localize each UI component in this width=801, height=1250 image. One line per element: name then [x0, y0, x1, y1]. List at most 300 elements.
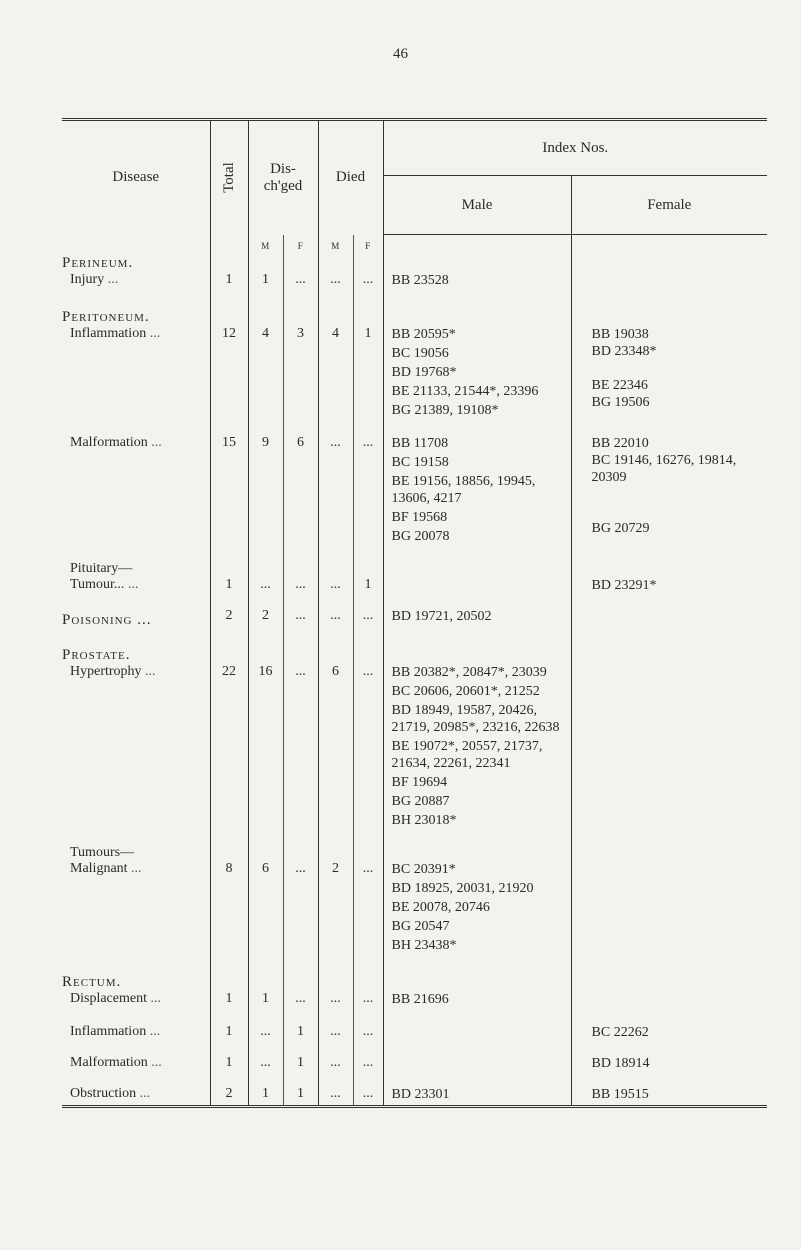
cell-died-m-blank	[318, 831, 353, 845]
cell-male-entry: BB 21696	[391, 991, 449, 1007]
cell-female-entry: BD 23291*	[591, 577, 657, 593]
cell-discharged-m-blank	[248, 1010, 283, 1024]
leader-dots: ...	[147, 434, 162, 450]
cell-discharged-m-blank	[248, 1072, 283, 1086]
cell-discharged-f-blank	[283, 956, 318, 970]
cell-discharged-m: 1	[248, 991, 283, 1010]
cell-female-blank	[571, 1041, 767, 1055]
cell-male-blank	[383, 1072, 571, 1086]
cell-male-entry: BD 18949, 19587, 20426, 21719, 20985*, 23216, 22638	[391, 702, 560, 735]
cell-female	[571, 664, 767, 831]
cell-male-entry: BB 20382*, 20847*, 23039	[391, 664, 547, 680]
section-title: Perineum.	[62, 254, 134, 271]
cell-died-m-blank	[318, 305, 353, 326]
cell-died-m-blank	[318, 547, 353, 561]
header-discharged: Dis- ch'ged	[248, 120, 318, 235]
cell-male-blank	[383, 831, 571, 845]
cell-male-blank	[383, 594, 571, 608]
cell-female	[571, 435, 767, 547]
cell-male	[383, 991, 571, 1010]
disease-label: Inflammation	[70, 1023, 147, 1039]
cell-male-entry: BD 23301	[391, 1086, 450, 1102]
cell-disease	[62, 664, 210, 831]
cell-died-f-blank	[353, 561, 383, 577]
cell-disease	[62, 1024, 210, 1041]
cell-died-m: ...	[318, 1055, 353, 1072]
disease-index-table-wrapper	[62, 118, 767, 1110]
cell-discharged-m-blank	[248, 845, 283, 861]
cell-female-blank	[571, 970, 767, 991]
spacer-cell	[62, 594, 210, 608]
cell-female-entry	[592, 503, 768, 520]
cell-discharged-f-blank	[283, 1010, 318, 1024]
cell-female	[571, 1055, 767, 1072]
cell-female-blank	[571, 629, 767, 643]
cell-total-blank	[210, 970, 248, 991]
cell-female-entry: BC 19146, 16276, 19814, 20309	[591, 452, 737, 485]
spacer-cell	[62, 1072, 210, 1086]
header-total	[210, 120, 248, 235]
cell-female-entry: BD 23348*	[591, 343, 657, 359]
cell-female-blank	[571, 956, 767, 970]
leader-dots: ...	[124, 576, 139, 592]
cell-discharged-m: 2	[248, 608, 283, 629]
leader-dots: ...	[146, 990, 161, 1006]
cell-died-f-blank	[353, 421, 383, 435]
cell-discharged-m-blank	[248, 629, 283, 643]
cell-discharged-m-blank	[248, 561, 283, 577]
cell-male	[383, 577, 571, 594]
cell-total-blank	[210, 291, 248, 305]
cell-total: 22	[210, 664, 248, 831]
cell-died-m: ...	[318, 1024, 353, 1041]
cell-discharged-m-blank	[248, 251, 283, 272]
disease-pre-label: Tumours—	[70, 844, 135, 860]
table-row	[62, 991, 767, 1010]
cell-male-entry: BC 19056	[391, 345, 449, 361]
cell-died-f-blank	[353, 251, 383, 272]
cell-female-blank	[571, 561, 767, 577]
cell-male	[383, 1086, 571, 1107]
cell-discharged-m-blank	[248, 970, 283, 991]
cell-disease	[62, 861, 210, 956]
header-male: Male	[383, 176, 571, 235]
leader-dots: ...	[136, 1085, 151, 1101]
cell-discharged-f-blank	[283, 561, 318, 577]
spacer-row	[62, 831, 767, 845]
cell-discharged-f-blank	[283, 251, 318, 272]
cell-female-entry: BB 19515	[591, 1086, 649, 1102]
cell-male-blank	[383, 561, 571, 577]
cell-discharged-m: ...	[248, 1024, 283, 1041]
cell-died-f-blank	[353, 1041, 383, 1055]
cell-female-entry	[592, 486, 768, 503]
table-row	[62, 1055, 767, 1072]
cell-male-entry: BD 18925, 20031, 21920	[391, 880, 534, 896]
cell-died-f: ...	[353, 991, 383, 1010]
spacer-row	[62, 629, 767, 643]
cell-total: 1	[210, 272, 248, 291]
spacer-row	[62, 1010, 767, 1024]
cell-total-blank	[210, 629, 248, 643]
cell-male-blank	[383, 1010, 571, 1024]
cell-died-f-blank	[353, 1072, 383, 1086]
mf-blank	[62, 235, 210, 251]
spacer-cell	[62, 1010, 210, 1024]
cell-discharged-f: ...	[283, 991, 318, 1010]
cell-died-m: ...	[318, 577, 353, 594]
spacer-cell	[62, 956, 210, 970]
cell-died-f: ...	[353, 1086, 383, 1107]
cell-discharged-f-blank	[283, 831, 318, 845]
cell-died-f-blank	[353, 643, 383, 664]
cell-discharged-m: 9	[248, 435, 283, 547]
cell-discharged-f: ...	[283, 608, 318, 629]
cell-disease	[62, 326, 210, 421]
spacer-row	[62, 594, 767, 608]
cell-female-blank	[571, 594, 767, 608]
cell-male-entry: BB 20595*	[391, 326, 456, 342]
cell-died-f-blank	[353, 956, 383, 970]
cell-discharged-f-blank	[283, 421, 318, 435]
cell-female-blank	[571, 845, 767, 861]
cell-died-m: ...	[318, 272, 353, 291]
cell-total: 12	[210, 326, 248, 421]
spacer-row	[62, 291, 767, 305]
cell-discharged-f: ...	[283, 577, 318, 594]
disease-pre-row	[62, 561, 767, 577]
section-title: Peritoneum.	[62, 308, 150, 325]
cell-male	[383, 435, 571, 547]
cell-male-blank	[383, 629, 571, 643]
cell-discharged-f-blank	[283, 629, 318, 643]
cell-total-blank	[210, 643, 248, 664]
cell-died-f-blank	[353, 291, 383, 305]
cell-discharged-m-blank	[248, 956, 283, 970]
cell-male-entry: BB 11708	[391, 435, 449, 451]
mf-subheader-row	[62, 235, 767, 251]
cell-discharged-m-blank	[248, 1041, 283, 1055]
table-row	[62, 272, 767, 291]
mf-dis-m: M	[248, 235, 283, 251]
cell-disease	[62, 577, 210, 594]
leader-dots: ...	[147, 1054, 162, 1070]
cell-total-blank	[210, 845, 248, 861]
cell-male-blank	[383, 1041, 571, 1055]
spacer-row	[62, 547, 767, 561]
cell-female-blank	[571, 643, 767, 664]
leader-dots: ...	[146, 1023, 161, 1039]
cell-female-blank	[571, 291, 767, 305]
cell-died-m-blank	[318, 594, 353, 608]
table-row	[62, 861, 767, 956]
cell-total-blank	[210, 1041, 248, 1055]
cell-female	[571, 326, 767, 421]
cell-male-entry: BF 19568	[391, 509, 448, 525]
cell-discharged-m: ...	[248, 577, 283, 594]
cell-total-blank	[210, 251, 248, 272]
cell-died-m: ...	[318, 435, 353, 547]
cell-died-f-blank	[353, 629, 383, 643]
cell-discharged-m: 4	[248, 326, 283, 421]
section-title-row	[62, 643, 767, 664]
table-row	[62, 435, 767, 547]
cell-died-m-blank	[318, 251, 353, 272]
cell-male-blank	[383, 643, 571, 664]
cell-discharged-f: ...	[283, 272, 318, 291]
cell-died-f-blank	[353, 547, 383, 561]
mf-dis-f: F	[283, 235, 318, 251]
cell-female-entry: BB 19038	[591, 326, 649, 342]
table-row	[62, 1024, 767, 1041]
cell-male-entry: BH 23018*	[391, 812, 457, 828]
table-row	[62, 326, 767, 421]
cell-male	[383, 861, 571, 956]
cell-died-m-blank	[318, 1010, 353, 1024]
cell-died-m: 6	[318, 664, 353, 831]
cell-died-f: ...	[353, 272, 383, 291]
cell-died-f: ...	[353, 861, 383, 956]
spacer-row	[62, 421, 767, 435]
cell-died-m: ...	[318, 1086, 353, 1107]
cell-discharged-m-blank	[248, 831, 283, 845]
table-row	[62, 664, 767, 831]
cell-disease	[62, 1086, 210, 1107]
cell-died-f: 1	[353, 326, 383, 421]
cell-discharged-f: ...	[283, 861, 318, 956]
mf-blank-male	[383, 235, 571, 251]
cell-male-entry: BE 19072*, 20557, 21737, 21634, 22261, 22341	[391, 738, 543, 771]
cell-male-blank	[383, 845, 571, 861]
cell-male-entry: BF 19694	[391, 774, 448, 790]
cell-discharged-f-blank	[283, 305, 318, 326]
spacer-cell	[62, 1041, 210, 1055]
cell-male-entry: BC 20391*	[391, 861, 456, 877]
table-header	[62, 120, 767, 235]
disease-label: Malformation	[70, 434, 148, 450]
table-footer	[62, 1106, 767, 1110]
footer-rule	[62, 1106, 767, 1110]
spacer-cell	[62, 629, 210, 643]
cell-total: 2	[210, 1086, 248, 1107]
spacer-row	[62, 956, 767, 970]
cell-male-entry: BH 23438*	[391, 937, 457, 953]
cell-discharged-f-blank	[283, 845, 318, 861]
disease-label: Inflammation	[70, 325, 147, 341]
cell-died-f: ...	[353, 435, 383, 547]
cell-died-m-blank	[318, 1072, 353, 1086]
cell-died-m-blank	[318, 956, 353, 970]
cell-total: 8	[210, 861, 248, 956]
cell-female-entry: BD 18914	[591, 1055, 650, 1071]
cell-total-blank	[210, 831, 248, 845]
disease-label: Malformation	[70, 1054, 148, 1070]
disease-pre-label: Pituitary—	[70, 560, 133, 576]
spacer-row	[62, 1041, 767, 1055]
spacer-row	[62, 1072, 767, 1086]
mf-died-m: M	[318, 235, 353, 251]
cell-female-blank	[571, 831, 767, 845]
cell-died-f: ...	[353, 1055, 383, 1072]
spacer-cell	[62, 291, 210, 305]
cell-discharged-m-blank	[248, 305, 283, 326]
cell-disease	[62, 435, 210, 547]
cell-discharged-f-blank	[283, 1041, 318, 1055]
cell-died-m-blank	[318, 643, 353, 664]
cell-discharged-f: 3	[283, 326, 318, 421]
cell-died-f: 1	[353, 577, 383, 594]
disease-label: Hypertrophy	[70, 663, 142, 679]
cell-discharged-f: 1	[283, 1024, 318, 1041]
cell-died-m-blank	[318, 845, 353, 861]
cell-male	[383, 326, 571, 421]
cell-male-blank	[383, 956, 571, 970]
cell-died-f-blank	[353, 970, 383, 991]
cell-died-f-blank	[353, 305, 383, 326]
cell-male-blank	[383, 305, 571, 326]
cell-discharged-m-blank	[248, 547, 283, 561]
header-total-label: Total	[220, 162, 237, 194]
cell-died-m-blank	[318, 291, 353, 305]
cell-female-blank	[571, 421, 767, 435]
cell-total-blank	[210, 1010, 248, 1024]
cell-total-blank	[210, 561, 248, 577]
cell-male-entry: BG 20547	[391, 918, 450, 934]
cell-female-entry: BG 20729	[591, 520, 650, 536]
section-title: Rectum.	[62, 973, 122, 990]
cell-died-f-blank	[353, 845, 383, 861]
cell-total: 15	[210, 435, 248, 547]
cell-died-m: ...	[318, 608, 353, 629]
leader-dots: ...	[146, 325, 161, 341]
cell-total: 1	[210, 991, 248, 1010]
disease-label: Displacement	[70, 990, 147, 1006]
cell-female-blank	[571, 1010, 767, 1024]
cell-discharged-f: 6	[283, 435, 318, 547]
section-title-row	[62, 970, 767, 991]
mf-died-f: F	[353, 235, 383, 251]
cell-male-blank	[383, 547, 571, 561]
cell-male-entry: BE 19156, 18856, 19945, 13606, 4217	[391, 473, 536, 506]
cell-discharged-f-blank	[283, 547, 318, 561]
cell-female	[571, 1086, 767, 1107]
cell-died-m-blank	[318, 629, 353, 643]
cell-female	[571, 1024, 767, 1041]
cell-male-blank	[383, 251, 571, 272]
cell-total-blank	[210, 547, 248, 561]
cell-male-entry: BG 20887	[391, 793, 450, 809]
cell-male-entry: BD 19768*	[391, 364, 457, 380]
cell-female-blank	[571, 547, 767, 561]
cell-died-m: 2	[318, 861, 353, 956]
section-title-row	[62, 251, 767, 272]
mf-blank-total	[210, 235, 248, 251]
cell-total-blank	[210, 956, 248, 970]
cell-discharged-f-blank	[283, 643, 318, 664]
cell-female	[571, 577, 767, 594]
disease-label: Injury	[70, 271, 105, 287]
leader-dots: ...	[141, 663, 156, 679]
cell-total: 1	[210, 577, 248, 594]
leader-dots: ...	[104, 271, 119, 287]
table-row	[62, 577, 767, 594]
spacer-cell	[62, 547, 210, 561]
cell-male-entry: BC 19158	[391, 454, 449, 470]
disease-pre-row	[62, 845, 767, 861]
cell-discharged-m: 1	[248, 272, 283, 291]
cell-total-blank	[210, 1072, 248, 1086]
cell-discharged-f: 1	[283, 1055, 318, 1072]
cell-male-entry: BD 19721, 20502	[391, 608, 492, 624]
cell-male-entry: BE 20078, 20746	[391, 899, 490, 915]
cell-discharged-m-blank	[248, 421, 283, 435]
cell-total-blank	[210, 594, 248, 608]
cell-discharged-m: 16	[248, 664, 283, 831]
cell-disease	[62, 1055, 210, 1072]
page-number: 46	[393, 46, 408, 62]
cell-male-blank	[383, 421, 571, 435]
cell-total-blank	[210, 305, 248, 326]
spacer-cell	[62, 421, 210, 435]
cell-female-entry: BG 19506	[591, 394, 650, 410]
disease-label: Obstruction	[70, 1085, 137, 1101]
cell-male-entry: BE 21133, 21544*, 23396	[391, 383, 539, 399]
cell-died-f: ...	[353, 1024, 383, 1041]
cell-male-entry: BG 20078	[391, 528, 450, 544]
section-title-row	[62, 305, 767, 326]
leader-dots: ...	[127, 860, 142, 876]
disease-index-table	[62, 118, 767, 1110]
cell-died-m-blank	[318, 421, 353, 435]
section-title: Prostate.	[62, 646, 131, 663]
cell-discharged-m: ...	[248, 1055, 283, 1072]
cell-died-f: ...	[353, 608, 383, 629]
cell-female-entry	[592, 360, 768, 377]
cell-discharged-m: 6	[248, 861, 283, 956]
cell-died-m: 4	[318, 326, 353, 421]
cell-total: 1	[210, 1024, 248, 1041]
cell-discharged-f-blank	[283, 1072, 318, 1086]
cell-discharged-f-blank	[283, 970, 318, 991]
cell-male-blank	[383, 970, 571, 991]
cell-male	[383, 664, 571, 831]
cell-female-blank	[571, 305, 767, 326]
cell-died-f-blank	[353, 831, 383, 845]
cell-total: 2	[210, 608, 248, 629]
cell-died-m-blank	[318, 561, 353, 577]
cell-died-m: ...	[318, 991, 353, 1010]
cell-female	[571, 608, 767, 629]
table-body	[62, 235, 767, 1107]
table-row	[62, 1086, 767, 1107]
cell-discharged-f: ...	[283, 664, 318, 831]
cell-discharged-f-blank	[283, 291, 318, 305]
cell-female	[571, 861, 767, 956]
cell-female-blank	[571, 1072, 767, 1086]
cell-female-blank	[571, 251, 767, 272]
header-female: Female	[571, 176, 767, 235]
cell-discharged-f-blank	[283, 594, 318, 608]
cell-male-entry: BB 23528	[391, 272, 449, 288]
disease-label: Malignant	[70, 860, 128, 876]
cell-male-entry: BC 20606, 20601*, 21252	[391, 683, 540, 699]
cell-died-f-blank	[353, 1010, 383, 1024]
cell-discharged-m-blank	[248, 594, 283, 608]
cell-male	[383, 272, 571, 291]
cell-died-m-blank	[318, 1041, 353, 1055]
cell-died-f-blank	[353, 594, 383, 608]
header-died: Died	[318, 120, 383, 235]
